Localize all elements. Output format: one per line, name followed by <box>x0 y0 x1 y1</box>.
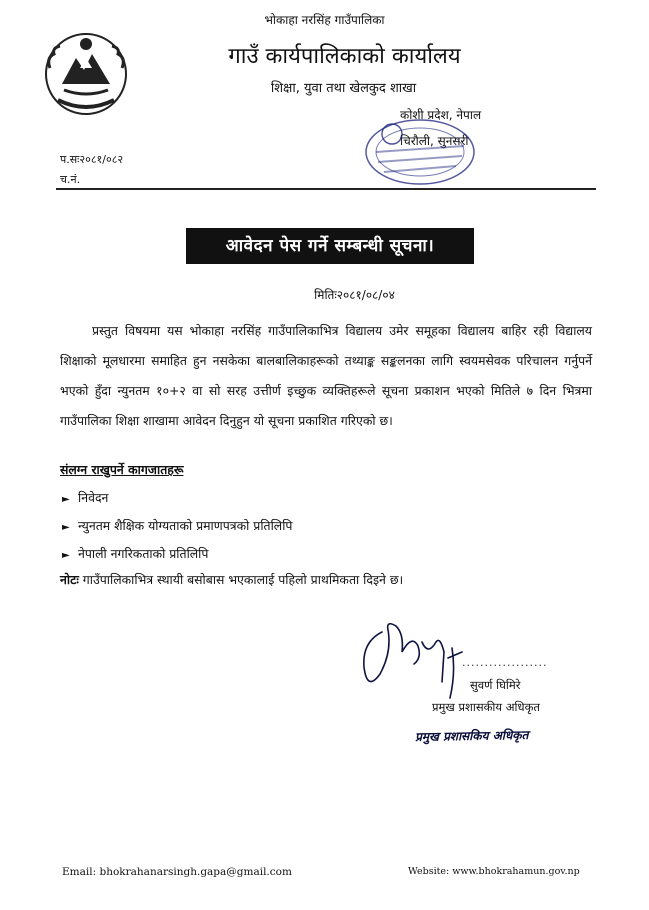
footer-website: Website: www.bhokrahamun.gov.np <box>408 866 580 877</box>
triangle-bullet-icon: ► <box>62 522 70 533</box>
attachment-item <box>62 545 208 562</box>
note-label: नोटः <box>60 572 79 587</box>
notice-date: मितिः२०८१/०८/०४ <box>314 288 395 302</box>
signatory-stamp-title: प्रमुख प्रशासकिय अधिकृत <box>414 728 529 744</box>
office-name: गाउँ कार्यपालिकाको कार्यालय <box>228 44 461 69</box>
province-text: कोशी प्रदेश, नेपाल <box>400 108 482 122</box>
footer-email: Email: bhokrahanarsingh.gapa@gmail.com <box>62 866 292 878</box>
office-stamp-seal <box>356 112 484 190</box>
letter-reference-number: प.सः२०८१/०८२ <box>60 153 124 166</box>
note-text: गाउँपालिकाभित्र स्थायी बसोबास भएकालाई पहिलो प्राथमिकता दिइने छ। <box>82 572 404 587</box>
signatory-name: सुवर्ण घिमिरे <box>470 678 521 692</box>
attachment-item-label: नेपाली नगरिकताको प्रतिलिपि <box>78 546 209 561</box>
attachment-item-label: निवेदन <box>78 490 109 505</box>
header-divider <box>56 188 596 190</box>
attachments-heading: संलग्न राखुपर्ने कागजातहरू <box>60 462 184 477</box>
address-text: चिरौली, सुनसरी <box>400 134 469 148</box>
triangle-bullet-icon: ► <box>62 494 70 505</box>
signature-line: ................... <box>462 656 548 669</box>
signatory-title: प्रमुख प्रशासकीय अधिकृत <box>432 700 540 714</box>
triangle-bullet-icon: ► <box>62 550 70 561</box>
municipality-name: भोकाहा नरसिंह गाउँपालिका <box>264 13 385 27</box>
branch-name: शिक्षा, युवा तथा खेलकुद शाखा <box>270 81 417 96</box>
notice-title: आवेदन पेस गर्ने सम्बन्धी सूचना। <box>186 228 474 264</box>
note-line <box>60 571 403 588</box>
attachment-item <box>62 489 108 506</box>
dispatch-number: च.नं. <box>60 173 81 186</box>
attachment-item <box>62 517 292 534</box>
notice-body: प्रस्तुत विषयमा यस भोकाहा नरसिंह गाउँपालिकाभित्र विद्यालय उमेर समूहका विद्यालय बाहिर रही विद्यालय शिक्षाको मूलधारमा समाहित हुन नसकेका बालबालिकाहरूको तथ्याङ्क सङ्कलनका लागि स्वयमसेवक परिचालन गर्नुपर्ने भएको हुँदा न्युनतम १०+२ वा सो सरह उत्तीर्ण इच्छुक व्यक्तिहरूले सूचना प्रकाशन भएको मितिले ७ दिन भित्रमा गाउँपालिका शिक्षा शाखामा आवेदन दिनुहुन यो सूचना प्रकाशित गरिएको छ। <box>60 323 592 428</box>
attachment-item-label: न्युनतम शैक्षिक योग्यताको प्रमाणपत्रको प्रतिलिपि <box>78 518 293 533</box>
